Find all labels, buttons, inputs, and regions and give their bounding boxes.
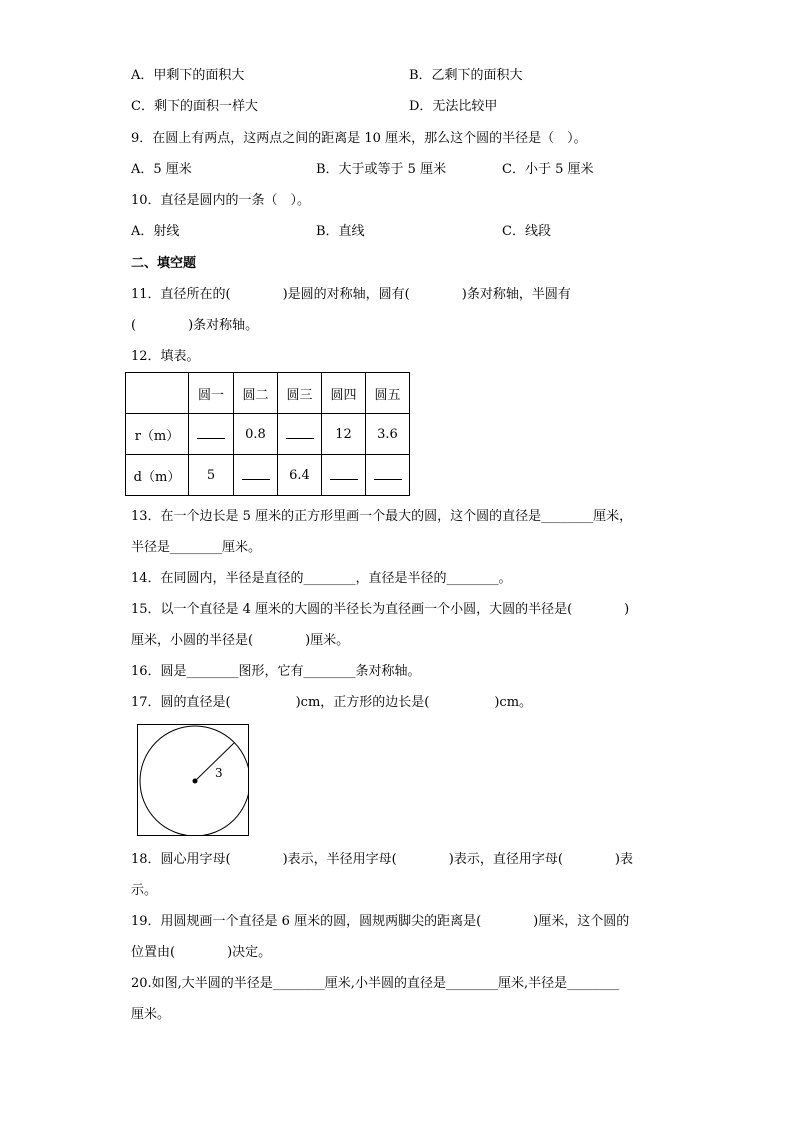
table-cell [126,373,189,414]
table-cell-blank[interactable] [322,455,366,496]
table-cell: 5 [189,455,234,496]
answer-blank[interactable] [242,467,270,480]
q11-line2: ( )条对称轴。 [131,318,259,333]
q19-line2: 位置由( )决定。 [131,945,272,960]
answer-blank[interactable] [374,467,402,480]
q10-option-b: B．直线 [316,224,365,239]
radius-diameter-table [125,372,410,496]
table-cell: 3.6 [366,414,410,455]
q9-option-c: C．小于 5 厘米 [502,162,594,177]
circle-diagram [138,725,248,835]
table-cell: d（m） [126,455,189,496]
table-cell: 圆二 [234,373,278,414]
table-cell-blank[interactable] [234,455,278,496]
q8-option-a: A．甲剩下的面积大 [131,68,245,83]
q14-line1: 14．在同圆内，半径是直径的________，直径是半径的________。 [131,571,512,586]
answer-blank[interactable] [286,426,314,439]
q10-stem: 10．直径是圆内的一条（ ）。 [131,193,311,208]
q20-line2: 厘米。 [131,1007,171,1022]
table-cell: 圆四 [322,373,366,414]
center-point [193,779,198,784]
q18-line1: 18．圆心用字母( )表示，半径用字母( )表示，直径用字母( )表 [131,852,633,867]
q15-line2: 厘米，小圆的半径是( )厘米。 [131,633,350,648]
table-cell-blank[interactable] [278,414,322,455]
table-cell: 圆一 [189,373,234,414]
q10-option-a: A．射线 [131,224,180,239]
q11-line1: 11．直径所在的( )是圆的对称轴，圆有( )条对称轴，半圆有 [131,287,571,302]
q9-option-b: B．大于或等于 5 厘米 [316,162,447,177]
q10-option-c: C．线段 [502,224,551,239]
section-heading: 二、填空题 [131,256,197,271]
table-cell: 0.8 [234,414,278,455]
q8-option-d: D．无法比较甲 [409,99,498,114]
q9-option-a: A．5 厘米 [131,162,192,177]
q8-option-b: B．乙剩下的面积大 [409,68,523,83]
q12-stem: 12．填表。 [131,349,200,364]
table-cell: 圆三 [278,373,322,414]
radius-label: 3 [215,766,223,780]
q8-option-c: C．剩下的面积一样大 [131,99,258,114]
answer-blank[interactable] [330,467,358,480]
q19-line1: 19．用圆规画一个直径是 6 厘米的圆，圆规两脚尖的距离是( )厘米，这个圆的 [131,914,630,929]
square-with-circle-figure [137,724,249,836]
table-row-diameter [126,455,410,496]
q18-line2: 示。 [131,883,158,898]
q15-line1: 15．以一个直径是 4 厘米的大圆的半径长为直径画一个小圆，大圆的半径是( ) [131,602,630,617]
table-row-radius [126,414,410,455]
q16-line1: 16．圆是________图形，它有________条对称轴。 [131,664,421,679]
answer-blank[interactable] [197,426,225,439]
table-header-row [126,373,410,414]
q20-line1: 20.如图,大半圆的半径是________厘米,小半圆的直径是________厘米,半径是________ [131,976,620,991]
q9-stem: 9．在圆上有两点，这两点之间的距离是 10 厘米，那么这个圆的半径是（ ）。 [131,131,587,146]
table-cell: r（m） [126,414,189,455]
q17-line1: 17．圆的直径是( )cm，正方形的边长是( )cm。 [131,695,533,710]
table-cell: 6.4 [278,455,322,496]
table-cell-blank[interactable] [366,455,410,496]
table-cell: 12 [322,414,366,455]
table-cell: 圆五 [366,373,410,414]
q13-line2: 半径是________厘米。 [131,540,262,555]
q13-line1: 13．在一个边长是 5 厘米的正方形里画一个最大的圆，这个圆的直径是________厘米， [131,509,633,524]
table-cell-blank[interactable] [189,414,234,455]
